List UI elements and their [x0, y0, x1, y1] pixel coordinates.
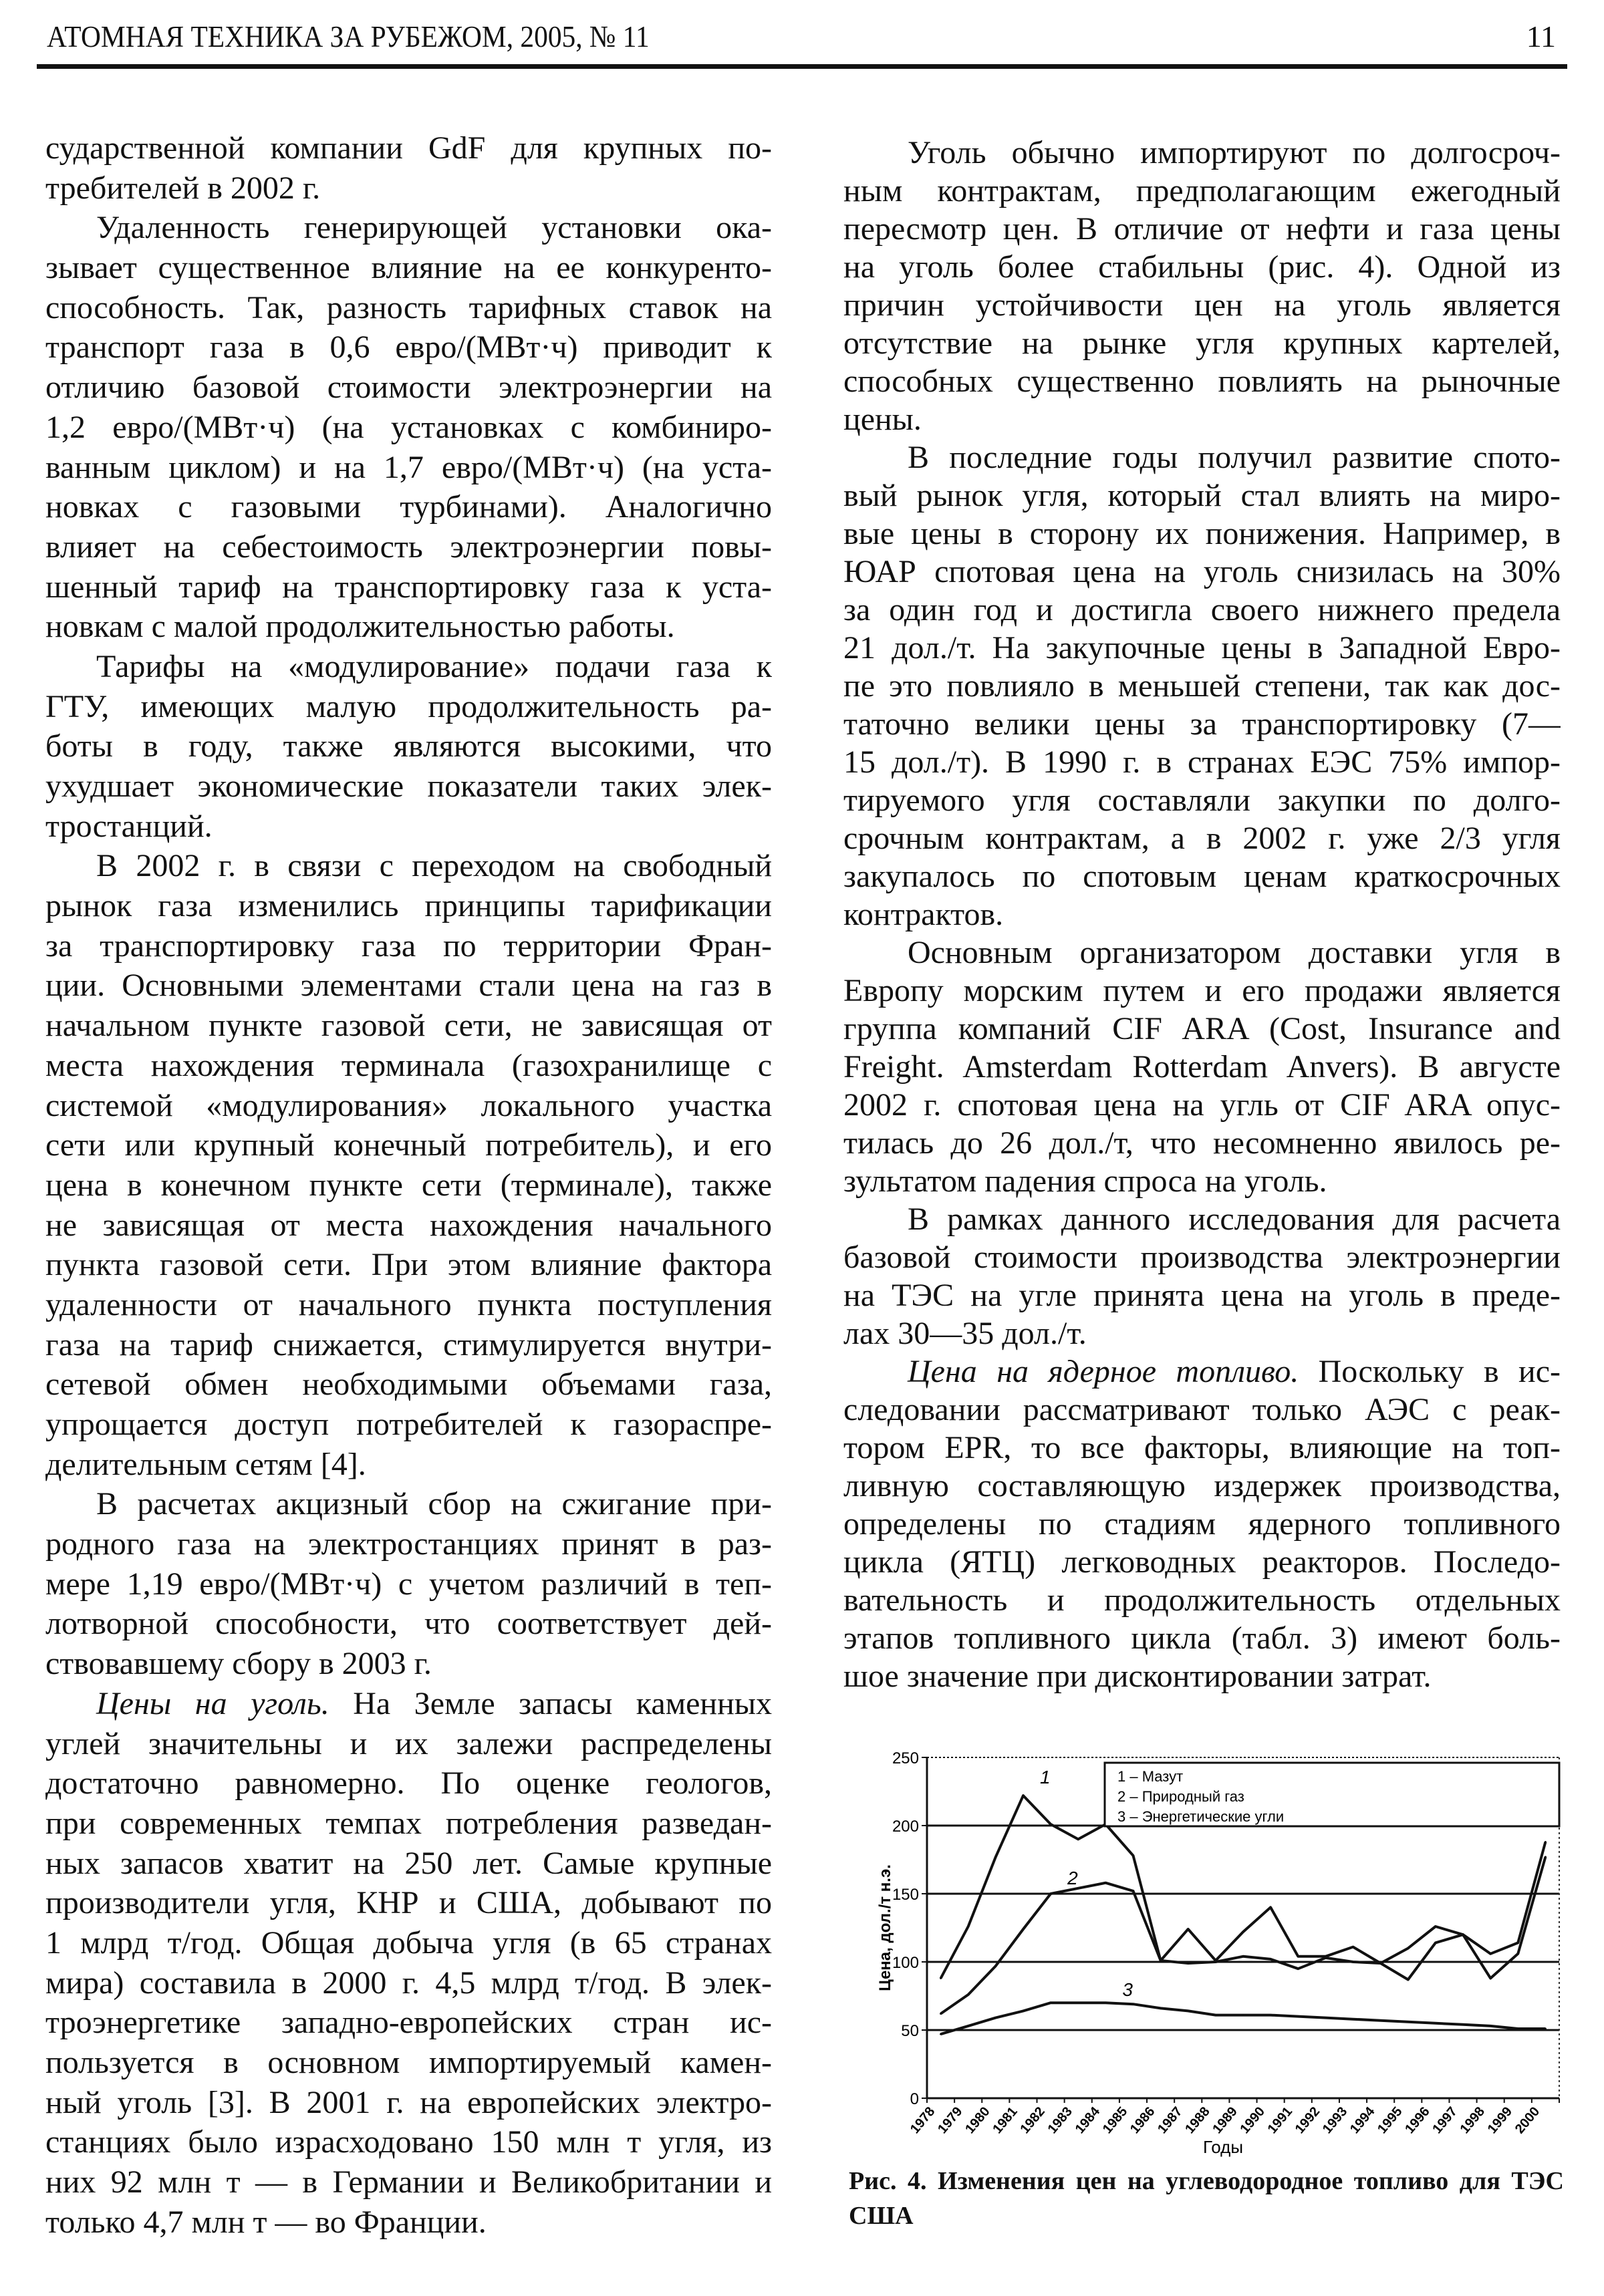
data-point [1297, 1968, 1299, 1970]
data-point [1270, 1958, 1272, 1960]
data-point [1434, 1942, 1436, 1944]
data-point [1077, 2002, 1079, 2004]
text-line: таточно велики цены за транспортировку (7— [843, 706, 1561, 742]
data-point [1077, 1838, 1079, 1840]
text-line: вые цены в сторону их понижения. Например, в [843, 516, 1561, 551]
data-point [1105, 1882, 1107, 1884]
text-line: только 4,7 млн т — во Франции. [45, 2204, 487, 2240]
data-point [1545, 2027, 1547, 2029]
journal-header: АТОМНАЯ ТЕХНИКА ЗА РУБЕЖОМ, 2005, № 11 [47, 19, 650, 53]
text-line: тором EPR, то все факторы, влияющие на топ- [843, 1430, 1561, 1465]
x-tick-label: 1978 [907, 2104, 938, 2137]
text-line: вательность и продолжительность отдельных [843, 1582, 1561, 1618]
x-tick-label: 1999 [1484, 2104, 1516, 2137]
text-line: начальном пункте газовой сети, не зависящая от [45, 1008, 772, 1044]
data-point [1297, 2015, 1299, 2017]
data-point [1187, 2010, 1189, 2012]
text-line: срочным контрактам, а в 2002 г. уже 2/3 угля [843, 821, 1561, 856]
text-line: способность. Так, разность тарифных ставок на [45, 289, 772, 325]
text-line: сударственной компании GdF для крупных по- [45, 130, 772, 166]
data-point [940, 2013, 942, 2015]
text-line: ГТУ, имеющих малую продолжительность ра- [45, 688, 772, 724]
data-point [994, 2017, 996, 2019]
text-line: тилась до 26 дол./т, что несомненно явилось ре- [843, 1125, 1561, 1161]
data-point [1214, 2014, 1216, 2016]
data-point [1407, 1947, 1409, 1949]
data-point [1490, 1953, 1492, 1955]
data-point [1407, 1979, 1409, 1981]
text-line: при современных темпах потребления разведан- [45, 1805, 772, 1841]
text-line: газа на тариф снижается, стимулируется внутри- [45, 1326, 772, 1362]
data-point [994, 1856, 996, 1858]
text-line: рынок газа изменились принципы тарификации [45, 888, 772, 924]
text-line: родного газа на электростанциях принят в раз- [45, 1526, 772, 1562]
x-tick-label: 1994 [1347, 2104, 1378, 2137]
x-tick-label: 1979 [935, 2104, 966, 2137]
text-line: за транспортировку газа по территории Фран- [45, 927, 772, 964]
x-tick-label: 1997 [1430, 2104, 1460, 2137]
data-point [1352, 1946, 1354, 1948]
text-line: вый рынок угля, который стал влиять на миро- [843, 478, 1561, 513]
text-line: боты в году, также являются высокими, что [45, 728, 772, 764]
data-point [1490, 2025, 1492, 2027]
text-line: В расчетах акцизный сбор на сжигание при- [96, 1486, 772, 1522]
text-line: ЮАР спотовая цена на уголь снизилась на 30% [843, 554, 1561, 589]
text-line: пе это повлияло в меньшей степени, так как дос- [843, 668, 1561, 704]
data-point [1379, 1963, 1381, 1965]
right-column [843, 134, 1561, 1695]
legend-entry: 3 – Энергетические угли [1117, 1808, 1285, 1825]
text-line: ливную составляющую издержек производства, [843, 1468, 1561, 1503]
x-tick-label: 1983 [1045, 2104, 1076, 2137]
data-point [967, 2025, 969, 2027]
y-tick-label: 200 [892, 1818, 919, 1836]
text-line: зывает существенное влияние на ее конкуренто- [45, 250, 772, 286]
data-point [1022, 1928, 1024, 1930]
text-line: требителей в 2002 г. [45, 170, 321, 206]
data-point [1517, 1942, 1519, 1944]
text-line: группа компаний CIF ARA (Cost, Insurance and [843, 1011, 1561, 1046]
text-line: них 92 млн т — в Германии и Великобритании и [45, 2164, 772, 2200]
text-line: ный уголь [3]. В 2001 г. на европейских электро- [45, 2084, 772, 2120]
series-label: 2 [1067, 1868, 1078, 1888]
data-point [1050, 1893, 1052, 1895]
x-tick-label: 1987 [1155, 2104, 1186, 2137]
data-point [1517, 1953, 1519, 1955]
data-point [1270, 1906, 1272, 1908]
data-point [1434, 1925, 1436, 1927]
y-tick-label: 0 [910, 2090, 919, 2108]
data-point [1242, 1931, 1244, 1933]
data-point [1187, 1963, 1189, 1965]
text-line: В последние годы получил развитие спото- [908, 440, 1561, 475]
figure-4-chart [862, 1737, 1571, 2165]
data-point [1545, 1856, 1547, 1858]
text-line: ции. Основными элементами стали цена на газ в [45, 968, 772, 1004]
data-point [1132, 2003, 1134, 2005]
x-tick-label: 2000 [1512, 2104, 1543, 2137]
legend-entry: 1 – Мазут [1117, 1768, 1184, 1785]
x-tick-label: 1988 [1182, 2104, 1213, 2137]
data-point [1490, 1977, 1492, 1979]
data-point [994, 1965, 996, 1967]
x-tick-label: 1996 [1402, 2104, 1433, 2137]
section-lead: Цены на уголь. [96, 1685, 329, 1721]
data-point [1242, 1955, 1244, 1957]
text-line: тростанций. [45, 808, 213, 844]
data-point [1325, 1957, 1327, 1959]
text-line: тируемого угля составляли закупки по долго- [843, 782, 1561, 818]
data-point [967, 1925, 969, 1927]
x-tick-label: 1998 [1457, 2104, 1488, 2137]
text-line: 2002 г. спотовая цена на угль от CIF ARA опус- [843, 1087, 1561, 1123]
data-point [1132, 1890, 1134, 1892]
data-point [1462, 2023, 1464, 2025]
header-rule [37, 64, 1567, 69]
text-line: 1 млрд т/год. Общая добыча угля (в 65 странах [45, 1924, 772, 1961]
text-line: за один год и достигла своего нижнего предела [843, 592, 1561, 627]
text-line: закупалось по спотовым ценам краткосрочных [843, 859, 1561, 894]
data-point [1462, 1934, 1464, 1936]
section-lead: Цена на ядерное топливо. [908, 1354, 1299, 1389]
text-line: лотворной способности, что соответствует дей- [45, 1606, 772, 1642]
text-line: на уголь более стабильны (рис. 4). Одной из [843, 249, 1561, 285]
text-line: лах 30—35 дол./т. [843, 1316, 1087, 1351]
text-line: ным контрактам, предполагающим ежегодный [843, 173, 1561, 208]
text-line: влияет на себестоимость электроэнергии повы- [45, 529, 772, 565]
data-point [1160, 1959, 1162, 1961]
text-line: не зависящая от места нахождения начального [45, 1207, 772, 1243]
text-line: зультатом падения спроса на уголь. [843, 1163, 1327, 1199]
data-point [1517, 2027, 1519, 2029]
y-axis-title: Цена, дол./т н.э. [876, 1864, 894, 1991]
text-line: новках с газовыми турбинами). Аналогично [45, 489, 772, 525]
y-tick-label: 150 [892, 1886, 919, 1904]
data-point [1242, 2014, 1244, 2016]
data-point [1132, 1854, 1134, 1856]
text-line: мира) составила в 2000 г. 4,5 млрд т/год. В элек- [45, 1965, 772, 2001]
text-line: Европу морским путем и его продажи является [843, 973, 1561, 1008]
text-line: следовании рассматривают только АЭС с реак- [843, 1392, 1561, 1427]
text-line: новкам с малой продолжительностью работы. [45, 609, 675, 645]
x-tick-label: 1991 [1264, 2104, 1296, 2137]
text-line: системой «модулирования» локального участка [45, 1087, 772, 1123]
data-point [1297, 1955, 1299, 1957]
text-line: удаленности от начального пункта поступления [45, 1286, 772, 1322]
text-line: 15 дол./т). В 1990 г. в странах ЕЭС 75% импор- [843, 744, 1561, 780]
text-line: упрощается доступ потребителей к газораспре- [45, 1407, 772, 1442]
x-tick-label: 1989 [1210, 2104, 1240, 2137]
text-line: сетевой обмен необходимыми объемами газа, [45, 1367, 772, 1403]
text-line [45, 1684, 772, 1724]
x-tick-label: 1986 [1127, 2104, 1158, 2137]
text-line: контрактов. [843, 897, 1004, 932]
x-tick-label: 1981 [990, 2104, 1021, 2137]
x-axis-title: Годы [1202, 2137, 1244, 2157]
data-point [1352, 1961, 1354, 1963]
text-line: Тарифы на «модулирование» подачи газа к [96, 648, 772, 684]
text-line [843, 1352, 1561, 1391]
text-line: шое значение при дисконтировании затрат. [843, 1659, 1432, 1694]
data-point [940, 1977, 942, 1979]
text-line: пересмотр цен. В отличие от нефти и газа цены [843, 211, 1561, 247]
text-line: ванным циклом) и на 1,7 евро/(МВт·ч) (на уста- [45, 449, 772, 485]
x-tick-label: 1982 [1017, 2104, 1048, 2137]
text-line: делительным сетям [4]. [45, 1446, 366, 1482]
data-point [1545, 1841, 1547, 1843]
text-line: причин устойчивости цен на уголь является [843, 287, 1561, 323]
data-point [967, 1993, 969, 1995]
text-line: ных запасов хватит на 250 лет. Самые крупные [45, 1845, 772, 1881]
data-point [1187, 1928, 1189, 1930]
data-point [1050, 1823, 1052, 1825]
text-line: производители угля, КНР и США, добывают по [45, 1885, 772, 1921]
figure-caption: Рис. 4. Изменения цен на углеводородное топливо для ТЭС США [849, 2167, 1564, 2230]
text-line: на ТЭС на угле принята цена на уголь в преде- [843, 1278, 1561, 1313]
text-line: этапов топливного цикла (табл. 3) имеют боль- [843, 1620, 1561, 1656]
text-line: пункта газовой сети. При этом влияние фактора [45, 1247, 772, 1283]
text-line: ствовавшему сбору в 2003 г. [45, 1646, 432, 1682]
text-line: Основным организатором доставки угля в [908, 935, 1561, 970]
x-tick-label: 1992 [1292, 2104, 1323, 2137]
y-tick-label: 250 [892, 1749, 919, 1767]
data-point [940, 2033, 942, 2035]
line-text: Поскольку в ис- [1318, 1354, 1561, 1389]
x-tick-label: 1985 [1099, 2104, 1131, 2137]
text-line: 21 дол./т. На закупочные цены в Западной Евро- [843, 630, 1561, 666]
text-line: определены по стадиям ядерного топливного [843, 1506, 1561, 1542]
data-point [1434, 2022, 1436, 2024]
text-line: троэнергетике западно-европейских стран ис- [45, 2005, 772, 2041]
text-line: Удаленность генерирующей установки ока- [96, 210, 772, 246]
text-line: Уголь обычно импортируют по долгосроч- [908, 135, 1561, 170]
data-point [1022, 2010, 1024, 2012]
text-line: 1,2 евро/(МВт·ч) (на установках с комбиниро- [45, 409, 772, 445]
page-number: 11 [1526, 19, 1556, 53]
text-line: цикла (ЯТЦ) легководных реакторов. Последо- [843, 1544, 1561, 1580]
legend-entry: 2 – Природный газ [1117, 1788, 1244, 1805]
series-label: 3 [1122, 1979, 1133, 2001]
text-line: цена в конечном пункте сети (терминале), также [45, 1167, 772, 1203]
series-line-2 [941, 1857, 1546, 2014]
x-tick-label: 1995 [1375, 2104, 1406, 2137]
data-point [1050, 2002, 1052, 2004]
text-line: пользуется в основном импортируемый камен- [45, 2045, 772, 2080]
x-tick-label: 1993 [1319, 2104, 1351, 2137]
text-line: мере 1,19 евро/(МВт·ч) с учетом различий в теп- [45, 1566, 772, 1602]
line-text: На Земле запасы каменных [353, 1685, 772, 1721]
y-tick-label: 100 [892, 1954, 919, 1972]
x-tick-label: 1980 [962, 2104, 993, 2137]
y-tick-label: 50 [901, 2022, 919, 2040]
data-point [1352, 2018, 1354, 2020]
left-column [45, 128, 772, 2242]
data-point [1022, 1795, 1024, 1797]
text-line: сети или крупный конечный потребитель), и его [45, 1127, 772, 1163]
text-line: транспорт газа в 0,6 евро/(МВт·ч) приводит к [45, 329, 772, 366]
text-line: В рамках данного исследования для расчета [908, 1201, 1561, 1237]
text-line: цены. [843, 402, 922, 437]
text-line: Freight. Amsterdam Rotterdam Anvers). В августе [843, 1049, 1561, 1085]
text-line: отличию базовой стоимости электроэнергии на [45, 370, 772, 406]
data-point [1325, 2017, 1327, 2019]
data-point [1379, 2019, 1381, 2021]
x-tick-label: 1984 [1072, 2104, 1103, 2137]
text-line: способных существенно повлиять на рыночные [843, 364, 1561, 399]
x-tick-label: 1990 [1237, 2104, 1268, 2137]
text-line: станциях было израсходовано 150 млн т угля, из [45, 2124, 772, 2160]
text-line: ухудшает экономические показатели таких элек- [45, 768, 772, 804]
text-line: достаточно равномерно. По оценке геологов, [45, 1765, 772, 1802]
text-line: места нахождения терминала (газохранилище с [45, 1047, 772, 1083]
text-line: базовой стоимости производства электроэнергии [843, 1240, 1561, 1275]
data-point [1407, 2021, 1409, 2023]
series-label: 1 [1039, 1767, 1051, 1788]
data-point [1160, 2007, 1162, 2009]
text-line: В 2002 г. в связи с переходом на свободный [96, 848, 772, 884]
data-point [1214, 1961, 1216, 1963]
text-line: шенный тариф на транспортировку газа к уста- [45, 569, 772, 605]
text-line: отсутствие на рынке угля крупных картелей, [843, 325, 1561, 361]
data-point [1270, 2014, 1272, 2016]
text-line: углей значительны и их залежи распределены [45, 1725, 772, 1761]
data-point [1105, 2002, 1107, 2004]
